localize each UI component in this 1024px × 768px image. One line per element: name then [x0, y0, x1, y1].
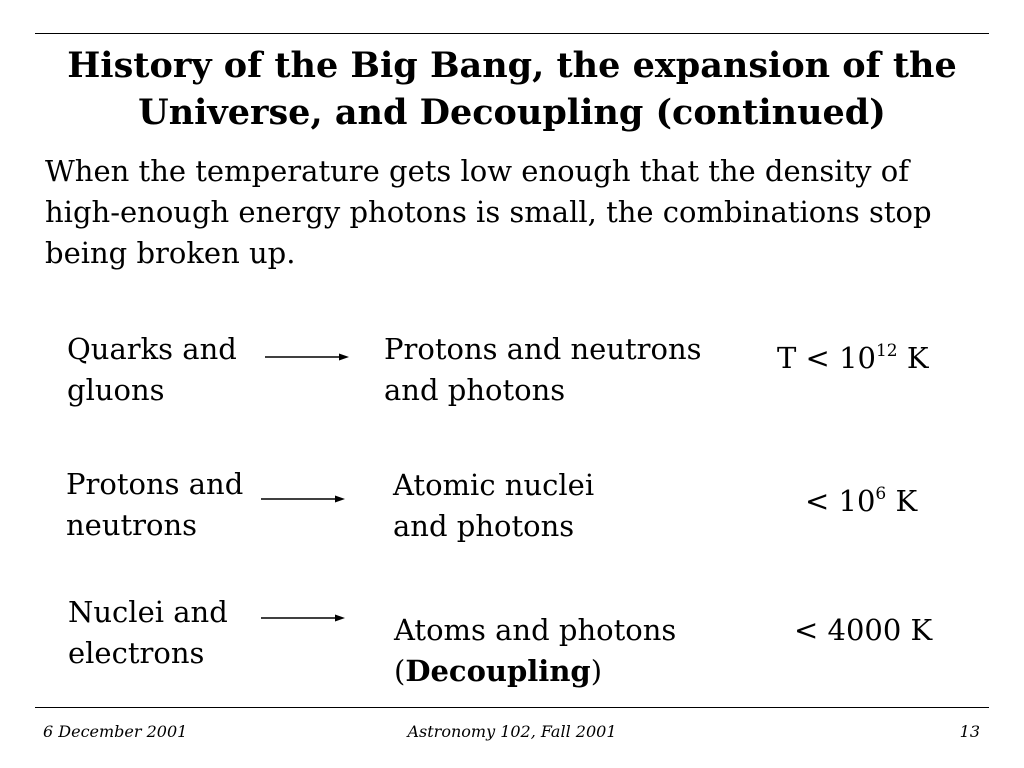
row1-source-line-2: gluons [67, 373, 165, 407]
row3-source-line-1: Nuclei and [68, 595, 228, 629]
intro-line-3: being broken up. [45, 236, 296, 270]
row2-result-line-1: Atomic nuclei [393, 468, 595, 502]
title-line-2: Universe, and Decoupling (continued) [138, 92, 886, 133]
row3-arrow-icon [261, 613, 345, 623]
row2-source-line-1: Protons and [66, 467, 244, 501]
row2-source-line-2: neutrons [66, 508, 198, 542]
row1-result-line-2: and photons [384, 373, 566, 407]
footer-course: Astronomy 102, Fall 2001 [407, 722, 617, 741]
row2-result-line-2: and photons [393, 509, 575, 543]
row1-arrow-icon [265, 352, 349, 362]
row2-result [393, 465, 594, 547]
row1-temp-prefix: T < 10 [777, 341, 876, 375]
row1-temp-exponent: 12 [875, 341, 898, 361]
row3-result-line-1: Atoms and photons [394, 613, 677, 647]
row3-temperature: < 4000 K [794, 613, 933, 647]
row2-temp-exponent: 6 [875, 484, 887, 504]
footer-page-number: 13 [959, 722, 980, 741]
decoupling-label: Decoupling [405, 654, 591, 688]
bottom-rule [35, 707, 989, 708]
row1-result-line-1: Protons and neutrons [384, 332, 702, 366]
row2-source [66, 464, 243, 546]
row2-arrow-icon [261, 494, 345, 504]
row3-paren-open: ( [394, 654, 406, 688]
footer-date: 6 December 2001 [43, 722, 188, 741]
row3-source-line-2: electrons [68, 636, 205, 670]
row1-source [67, 329, 237, 411]
row3-source [68, 592, 228, 674]
title-line-1: History of the Big Bang, the expansion of the [67, 45, 957, 86]
row1-temp-suffix: K [897, 341, 929, 375]
row2-temp-prefix: < 10 [805, 484, 876, 518]
top-rule [35, 33, 989, 34]
row3-result-line-2 [394, 651, 676, 692]
intro-line-2: high-enough energy photons is small, the combinations stop [45, 195, 932, 229]
intro-paragraph [45, 151, 995, 274]
row3-result [394, 610, 676, 692]
row2-temperature [805, 481, 917, 522]
row1-source-line-1: Quarks and [67, 332, 237, 366]
row1-temperature [777, 338, 929, 379]
row3-paren-close: ) [590, 654, 603, 688]
row2-temp-suffix: K [886, 484, 918, 518]
slide-title [60, 42, 964, 136]
row1-result [384, 329, 702, 411]
intro-line-1: When the temperature gets low enough that the density of [45, 154, 909, 188]
